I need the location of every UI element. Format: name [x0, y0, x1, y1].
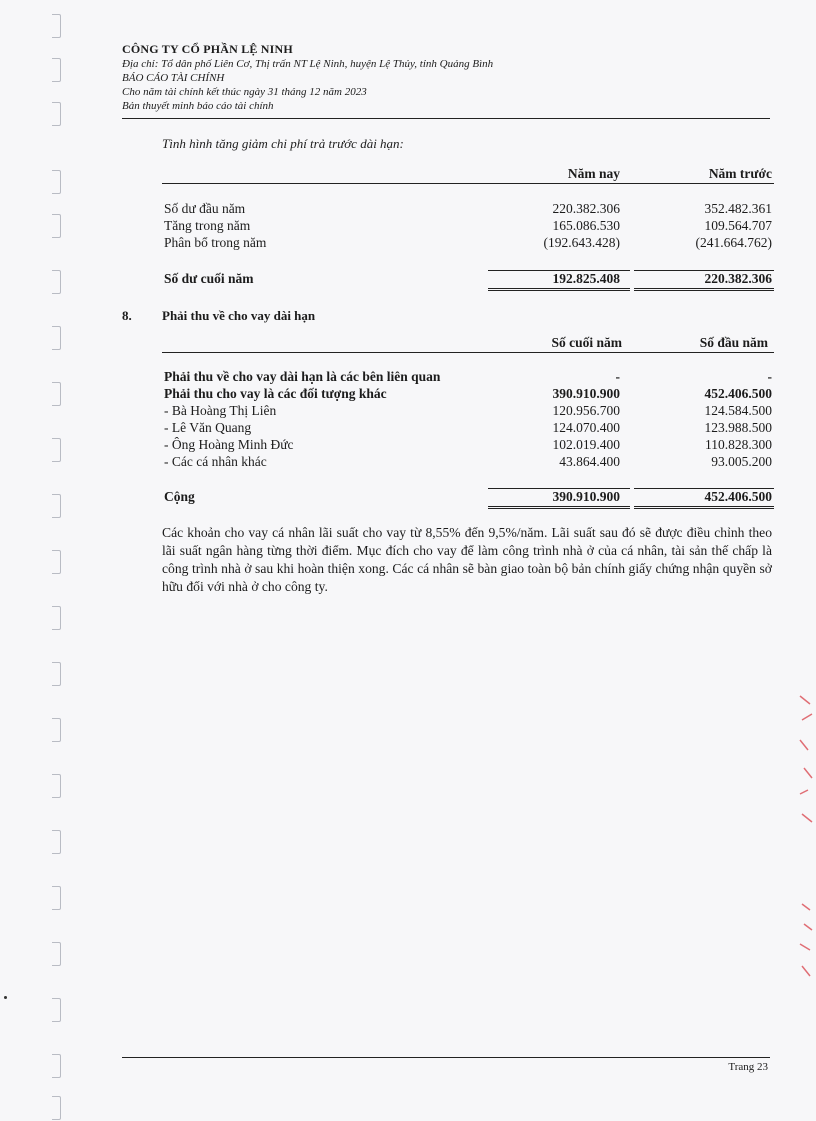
document-header	[122, 42, 772, 113]
footer-divider	[122, 1057, 770, 1058]
binding-hole	[52, 170, 61, 194]
table-row	[162, 201, 774, 219]
row-label: Tăng trong năm	[164, 218, 251, 233]
row-value-year-start: 93.005.200	[711, 454, 772, 469]
binding-hole	[52, 58, 61, 82]
table-header-row	[162, 335, 774, 353]
row-label: Phải thu về cho vay dài hạn là các bên liên quan	[164, 369, 441, 384]
loan-note-paragraph: Các khoản cho vay cá nhân lãi suất cho vay từ 8,55% đến 9,5%/năm. Lãi suất sau đó sẽ được điều chỉnh theo lãi suất ngân hàng từng thời điểm. Mục đích cho vay để làm công trình nhà ở của cá nhân, tài sản thế chấp là công trình nhà ở sau khi hoàn thiện xong. Các cá nhân sẽ bàn giao toàn bộ bản chính giấy chứng nhận quyền sở hữu đối với nhà ở cho công ty.	[162, 525, 772, 594]
binding-hole	[52, 718, 61, 742]
row-value-year-start: 452.406.500	[704, 386, 772, 401]
row-value-year-end: 120.956.700	[552, 403, 620, 418]
column-header-year-end: Số cuối năm	[551, 335, 622, 350]
total-row	[162, 489, 774, 507]
column-header-year-start: Số đầu năm	[699, 335, 768, 350]
table-header-row	[162, 166, 774, 184]
page-number: Trang 23	[728, 1061, 768, 1073]
company-address: Địa chỉ: Tổ dân phố Liên Cơ, Thị trấn NT Lệ Ninh, huyện Lệ Thủy, tỉnh Quảng Bình	[122, 58, 494, 70]
row-label: Phải thu cho vay là các đối tượng khác	[164, 386, 387, 401]
table-row	[162, 386, 774, 404]
binding-hole	[52, 214, 61, 238]
report-period: Cho năm tài chính kết thúc ngày 31 tháng 12 năm 2023	[122, 86, 367, 98]
binding-hole	[52, 438, 61, 462]
company-name: CÔNG TY CỔ PHẦN LỆ NINH	[122, 42, 293, 56]
row-value-year-end: 43.864.400	[559, 454, 620, 469]
total-row	[162, 271, 774, 289]
row-value-year-end: 390.910.900	[552, 386, 620, 401]
binding-hole	[52, 102, 61, 126]
row-value-year-start: 123.988.500	[704, 420, 772, 435]
document-type: Bản thuyết minh báo cáo tài chính	[122, 100, 274, 112]
report-title: BÁO CÁO TÀI CHÍNH	[122, 72, 225, 84]
table-row	[162, 403, 774, 421]
binding-hole	[52, 550, 61, 574]
row-value-year-start: 110.828.300	[705, 437, 772, 452]
row-label: - Các cá nhân khác	[164, 454, 267, 469]
header-rule	[162, 352, 774, 353]
row-value-current: 220.382.306	[552, 201, 620, 216]
table-row	[162, 454, 774, 472]
binding-hole	[52, 998, 61, 1022]
row-value-year-start: -	[767, 369, 772, 384]
header-rule	[162, 183, 774, 184]
total-label: Cộng	[164, 489, 195, 504]
column-header-prior-year: Năm trước	[708, 166, 772, 181]
binding-hole	[52, 1054, 61, 1078]
row-value-current: (192.643.428)	[543, 235, 620, 250]
binding-hole	[52, 774, 61, 798]
row-label: - Bà Hoàng Thị Liên	[164, 403, 277, 418]
row-value-year-end: -	[615, 369, 620, 384]
speck	[4, 996, 7, 999]
stamp-fragment	[796, 690, 816, 830]
section-title: Phải thu về cho vay dài hạn	[162, 308, 316, 323]
binding-hole	[52, 886, 61, 910]
total-value-year-start: 452.406.500	[704, 489, 772, 504]
table-row	[162, 369, 774, 387]
total-double-rule	[488, 288, 630, 291]
stamp-mark-icon	[796, 900, 816, 990]
column-header-current-year: Năm nay	[567, 166, 620, 181]
binding-hole	[52, 494, 61, 518]
row-value-year-end: 124.070.400	[552, 420, 620, 435]
table-row	[162, 437, 774, 455]
stamp-fragment	[796, 900, 816, 990]
row-label: - Ông Hoàng Minh Đức	[164, 437, 294, 452]
row-label: Phân bổ trong năm	[164, 235, 267, 250]
total-value-current: 192.825.408	[552, 271, 620, 286]
header-divider	[122, 118, 770, 119]
binding-hole	[52, 942, 61, 966]
binding-hole	[52, 606, 61, 630]
binding-hole	[52, 14, 61, 38]
prepaid-title: Tình hình tăng giảm chi phí trả trước dài hạn:	[162, 136, 404, 151]
binding-hole	[52, 830, 61, 854]
row-value-prior: (241.664.762)	[695, 235, 772, 250]
table-row	[162, 420, 774, 438]
row-label: - Lê Văn Quang	[164, 420, 252, 435]
total-double-rule	[488, 506, 630, 509]
row-value-year-end: 102.019.400	[552, 437, 620, 452]
total-double-rule	[634, 506, 774, 509]
binding-hole	[52, 270, 61, 294]
total-value-prior: 220.382.306	[704, 271, 772, 286]
total-double-rule	[634, 288, 774, 291]
row-label: Số dư đầu năm	[164, 201, 246, 216]
row-value-current: 165.086.530	[552, 218, 620, 233]
total-value-year-end: 390.910.900	[552, 489, 620, 504]
stamp-mark-icon	[796, 690, 816, 830]
total-label: Số dư cuối năm	[164, 271, 254, 286]
row-value-prior: 352.482.361	[704, 201, 772, 216]
binding-hole	[52, 382, 61, 406]
binding-hole	[52, 662, 61, 686]
section-number: 8.	[122, 308, 132, 323]
table-row	[162, 235, 774, 253]
row-value-year-start: 124.584.500	[704, 403, 772, 418]
binding-hole	[52, 326, 61, 350]
binding-hole	[52, 1096, 61, 1120]
binding-holes	[52, 0, 64, 1121]
table-row	[162, 218, 774, 236]
row-value-prior: 109.564.707	[704, 218, 772, 233]
